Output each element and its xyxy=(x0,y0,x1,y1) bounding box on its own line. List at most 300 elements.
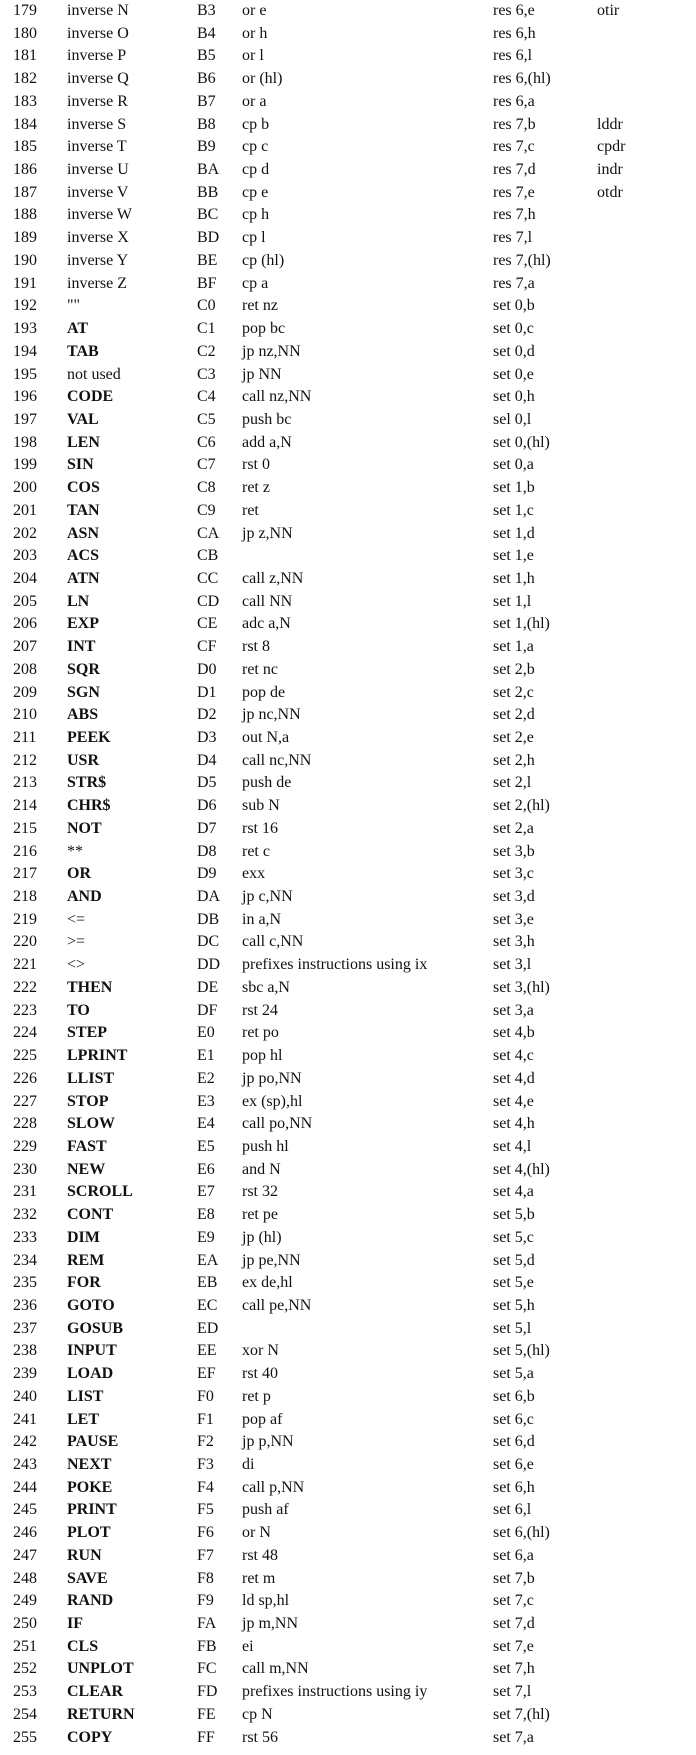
z80-instruction-cell: jp p,NN xyxy=(242,1433,294,1451)
z80-instruction-cell: cp N xyxy=(242,1705,273,1723)
character-cell: SCROLL xyxy=(67,1183,133,1201)
table-row xyxy=(0,795,696,818)
code-cell: 245 xyxy=(13,1501,37,1519)
table-row xyxy=(0,341,696,364)
code-cell: 210 xyxy=(13,706,37,724)
table-row xyxy=(0,1068,696,1091)
hex-cell: CE xyxy=(197,615,218,633)
table-row xyxy=(0,386,696,409)
table-row xyxy=(0,818,696,841)
code-cell: 242 xyxy=(13,1433,37,1451)
code-cell: 252 xyxy=(13,1660,37,1678)
character-cell: inverse W xyxy=(67,206,133,224)
code-cell: 204 xyxy=(13,569,37,587)
z80-instruction-cell: cp l xyxy=(242,229,266,247)
hex-cell: FB xyxy=(197,1637,217,1655)
cb-prefix-instruction-cell: set 6,l xyxy=(493,1501,532,1519)
table-row xyxy=(0,1250,696,1273)
z80-instruction-cell: ret z xyxy=(242,479,270,497)
cb-prefix-instruction-cell: set 2,b xyxy=(493,660,535,678)
z80-instruction-cell: call c,NN xyxy=(242,933,304,951)
z80-instruction-cell: cp d xyxy=(242,161,270,179)
table-row xyxy=(0,659,696,682)
table-row xyxy=(0,1636,696,1659)
z80-instruction-cell: jp z,NN xyxy=(242,524,293,542)
cb-prefix-instruction-cell: set 0,(hl) xyxy=(493,433,550,451)
z80-instruction-cell: push de xyxy=(242,774,292,792)
z80-instruction-cell: cp a xyxy=(242,274,269,292)
hex-cell: F8 xyxy=(197,1569,214,1587)
hex-cell: FF xyxy=(197,1728,215,1746)
cb-prefix-instruction-cell: set 2,c xyxy=(493,683,534,701)
character-cell: LPRINT xyxy=(67,1047,128,1065)
character-cell: ** xyxy=(67,842,83,860)
hex-cell: F5 xyxy=(197,1501,214,1519)
table-row xyxy=(0,1681,696,1704)
cb-prefix-instruction-cell: set 5,a xyxy=(493,1365,534,1383)
cb-prefix-instruction-cell: set 7,h xyxy=(493,1660,535,1678)
cb-prefix-instruction-cell: set 5,(hl) xyxy=(493,1342,550,1360)
hex-cell: F4 xyxy=(197,1478,214,1496)
hex-cell: E2 xyxy=(197,1069,215,1087)
hex-cell: B3 xyxy=(197,2,216,19)
cb-prefix-instruction-cell: set 5,e xyxy=(493,1274,534,1292)
cb-prefix-instruction-cell: set 5,b xyxy=(493,1206,535,1224)
cb-prefix-instruction-cell: set 7,a xyxy=(493,1728,534,1746)
cb-prefix-instruction-cell: res 7,(hl) xyxy=(493,251,551,269)
character-cell: LOAD xyxy=(67,1365,114,1383)
hex-cell: D3 xyxy=(197,729,217,746)
z80-instruction-cell: sub N xyxy=(242,797,280,815)
code-cell: 189 xyxy=(13,229,37,247)
z80-instruction-cell: ex de,hl xyxy=(242,1274,293,1292)
table-row xyxy=(0,1522,696,1545)
cb-prefix-instruction-cell: set 7,(hl) xyxy=(493,1705,550,1723)
character-cell: TO xyxy=(67,1001,90,1019)
character-cell: ASN xyxy=(67,524,100,542)
table-row xyxy=(0,750,696,773)
code-cell: 238 xyxy=(13,1342,37,1360)
character-cell: SGN xyxy=(67,683,100,701)
hex-cell: EE xyxy=(197,1342,217,1360)
hex-cell: C7 xyxy=(197,456,216,474)
table-row xyxy=(0,1431,696,1454)
character-cell: inverse P xyxy=(67,47,127,65)
character-cell: inverse Z xyxy=(67,274,127,292)
character-cell: PAUSE xyxy=(67,1433,119,1451)
table-row xyxy=(0,45,696,68)
code-cell: 220 xyxy=(13,933,37,951)
cb-prefix-instruction-cell: set 2,d xyxy=(493,706,535,724)
z80-instruction-cell: adc a,N xyxy=(242,615,291,633)
table-row xyxy=(0,1022,696,1045)
cb-prefix-instruction-cell: set 1,(hl) xyxy=(493,615,550,633)
z80-instruction-cell: rst 32 xyxy=(242,1183,278,1201)
z80-instruction-cell: cp b xyxy=(242,115,270,133)
character-cell: TAN xyxy=(67,501,100,519)
table-row xyxy=(0,250,696,273)
code-cell: 203 xyxy=(13,547,37,565)
character-cell: COS xyxy=(67,479,100,497)
character-cell: inverse O xyxy=(67,24,129,42)
character-cell: LIST xyxy=(67,1387,104,1405)
z80-instruction-cell: jp (hl) xyxy=(242,1228,282,1246)
character-cell: NOT xyxy=(67,819,102,837)
table-row xyxy=(0,1477,696,1500)
hex-cell: ED xyxy=(197,1319,219,1337)
table-row xyxy=(0,364,696,387)
cb-prefix-instruction-cell: sel 0,l xyxy=(493,410,532,428)
code-cell: 197 xyxy=(13,410,37,428)
hex-cell: E7 xyxy=(197,1183,215,1201)
hex-cell: DE xyxy=(197,978,219,996)
cb-prefix-instruction-cell: set 3,c xyxy=(493,865,534,883)
code-cell: 254 xyxy=(13,1705,37,1723)
table-row xyxy=(0,591,696,614)
hex-cell: E3 xyxy=(197,1092,215,1110)
hex-cell: C8 xyxy=(197,479,216,497)
character-cell: AT xyxy=(67,320,89,338)
table-row xyxy=(0,841,696,864)
hex-cell: BF xyxy=(197,274,217,292)
z80-instruction-cell: rst 8 xyxy=(242,638,270,656)
cb-prefix-instruction-cell: set 1,a xyxy=(493,638,534,656)
table-row xyxy=(0,1000,696,1023)
table-row xyxy=(0,1386,696,1409)
code-cell: 239 xyxy=(13,1365,37,1383)
character-cell: INPUT xyxy=(67,1342,117,1360)
character-cell: FOR xyxy=(67,1274,101,1292)
hex-cell: EC xyxy=(197,1296,218,1314)
cb-prefix-instruction-cell: set 2,e xyxy=(493,729,534,746)
ed-prefix-instruction-cell: cpdr xyxy=(597,138,626,156)
character-cell: <= xyxy=(67,910,86,928)
z80-instruction-cell: rst 0 xyxy=(242,456,270,474)
hex-cell: B9 xyxy=(197,138,216,156)
hex-cell: B4 xyxy=(197,24,216,42)
character-cell: STEP xyxy=(67,1024,108,1042)
hex-cell: C9 xyxy=(197,501,216,519)
table-row xyxy=(0,1727,696,1750)
hex-cell: D2 xyxy=(197,706,217,724)
character-cell: FAST xyxy=(67,1137,107,1155)
hex-cell: C6 xyxy=(197,433,216,451)
z80-instruction-cell: prefixes instructions using ix xyxy=(242,956,428,974)
code-cell: 217 xyxy=(13,865,37,883)
character-cell: inverse U xyxy=(67,161,129,179)
cb-prefix-instruction-cell: res 6,e xyxy=(493,2,535,19)
table-row xyxy=(0,1272,696,1295)
table-row xyxy=(0,863,696,886)
table-row xyxy=(0,568,696,591)
z80-instruction-cell: call z,NN xyxy=(242,569,304,587)
character-cell: CLEAR xyxy=(67,1683,124,1701)
table-row xyxy=(0,682,696,705)
table-row xyxy=(0,1658,696,1681)
hex-cell: C3 xyxy=(197,365,216,383)
character-cell: SIN xyxy=(67,456,94,474)
character-cell: NEXT xyxy=(67,1456,112,1473)
table-row xyxy=(0,1318,696,1341)
table-row xyxy=(0,295,696,318)
code-cell: 230 xyxy=(13,1160,37,1178)
character-cell: PEEK xyxy=(67,729,111,746)
hex-cell: F0 xyxy=(197,1387,214,1405)
code-cell: 194 xyxy=(13,342,37,360)
code-cell: 240 xyxy=(13,1387,37,1405)
character-cell: inverse T xyxy=(67,138,127,156)
character-cell: REM xyxy=(67,1251,105,1269)
hex-cell: CA xyxy=(197,524,220,542)
table-row xyxy=(0,1568,696,1591)
hex-cell: E4 xyxy=(197,1115,215,1133)
z80-instruction-cell: ex (sp),hl xyxy=(242,1092,303,1110)
z80-instruction-cell: ret nz xyxy=(242,297,278,315)
code-cell: 209 xyxy=(13,683,37,701)
hex-cell: DA xyxy=(197,888,221,906)
table-row xyxy=(0,1181,696,1204)
z80-instruction-cell: ret pe xyxy=(242,1206,278,1224)
character-cell: RAND xyxy=(67,1592,114,1610)
code-cell: 219 xyxy=(13,910,37,928)
cb-prefix-instruction-cell: res 7,b xyxy=(493,115,536,133)
z80-instruction-cell: ld sp,hl xyxy=(242,1592,290,1610)
cb-prefix-instruction-cell: res 6,(hl) xyxy=(493,70,551,88)
code-cell: 237 xyxy=(13,1319,37,1337)
code-cell: 224 xyxy=(13,1024,37,1042)
hex-cell: E8 xyxy=(197,1206,215,1224)
code-cell: 179 xyxy=(13,2,37,19)
code-cell: 214 xyxy=(13,797,37,815)
z80-instruction-cell: out N,a xyxy=(242,729,290,746)
cb-prefix-instruction-cell: set 3,a xyxy=(493,1001,534,1019)
hex-cell: F6 xyxy=(197,1524,214,1542)
table-row xyxy=(0,1227,696,1250)
character-cell: CHR$ xyxy=(67,797,111,815)
table-row xyxy=(0,886,696,909)
table-row xyxy=(0,954,696,977)
table-row xyxy=(0,1113,696,1136)
z80-instruction-cell: prefixes instructions using iy xyxy=(242,1683,428,1701)
code-cell: 251 xyxy=(13,1637,37,1655)
code-cell: 199 xyxy=(13,456,37,474)
character-cell: ABS xyxy=(67,706,99,724)
table-row xyxy=(0,977,696,1000)
character-cell: STOP xyxy=(67,1092,109,1110)
z80-instruction-cell: cp e xyxy=(242,183,269,201)
hex-cell: F9 xyxy=(197,1592,214,1610)
character-cell: SAVE xyxy=(67,1569,108,1587)
table-row xyxy=(0,704,696,727)
cb-prefix-instruction-cell: set 2,a xyxy=(493,819,534,837)
character-cell: VAL xyxy=(67,410,99,428)
table-row xyxy=(0,159,696,182)
code-cell: 185 xyxy=(13,138,37,156)
cb-prefix-instruction-cell: set 6,h xyxy=(493,1478,535,1496)
cb-prefix-instruction-cell: set 6,a xyxy=(493,1546,534,1564)
code-cell: 190 xyxy=(13,251,37,269)
code-cell: 198 xyxy=(13,433,37,451)
table-row xyxy=(0,204,696,227)
hex-cell: DC xyxy=(197,933,220,951)
hex-cell: EA xyxy=(197,1251,219,1269)
character-cell: LLIST xyxy=(67,1069,115,1087)
z80-instruction-cell: ret po xyxy=(242,1024,279,1042)
hex-cell: CF xyxy=(197,638,217,656)
table-row xyxy=(0,432,696,455)
cb-prefix-instruction-cell: set 4,(hl) xyxy=(493,1160,550,1178)
z80-instruction-cell: ret c xyxy=(242,842,270,860)
cb-prefix-instruction-cell: set 6,d xyxy=(493,1433,535,1451)
table-row xyxy=(0,1409,696,1432)
character-cell: LET xyxy=(67,1410,100,1428)
hex-cell: D6 xyxy=(197,797,217,815)
cb-prefix-instruction-cell: res 7,c xyxy=(493,138,535,156)
cb-prefix-instruction-cell: res 7,d xyxy=(493,161,536,179)
code-cell: 229 xyxy=(13,1137,37,1155)
z80-instruction-cell: ei xyxy=(242,1637,254,1655)
character-cell: TAB xyxy=(67,342,99,360)
table-row xyxy=(0,1204,696,1227)
cb-prefix-instruction-cell: set 4,b xyxy=(493,1024,535,1042)
code-cell: 235 xyxy=(13,1274,37,1292)
z80-instruction-cell: call NN xyxy=(242,592,293,610)
cb-prefix-instruction-cell: set 1,d xyxy=(493,524,535,542)
cb-prefix-instruction-cell: set 0,e xyxy=(493,365,534,383)
hex-cell: E5 xyxy=(197,1137,215,1155)
hex-cell: D7 xyxy=(197,819,217,837)
hex-cell: D5 xyxy=(197,774,217,792)
cb-prefix-instruction-cell: res 6,a xyxy=(493,92,535,110)
table-row xyxy=(0,477,696,500)
character-cell: THEN xyxy=(67,978,113,996)
code-cell: 181 xyxy=(13,47,37,65)
table-row xyxy=(0,182,696,205)
code-cell: 244 xyxy=(13,1478,37,1496)
cb-prefix-instruction-cell: set 3,d xyxy=(493,888,535,906)
z80-instruction-cell: pop hl xyxy=(242,1047,283,1065)
z80-instruction-cell: jp po,NN xyxy=(242,1069,302,1087)
character-cell: "" xyxy=(67,297,81,315)
ed-prefix-instruction-cell: indr xyxy=(597,161,623,179)
table-row xyxy=(0,1363,696,1386)
z80-instruction-cell: jp NN xyxy=(242,365,282,383)
character-cell: ACS xyxy=(67,547,100,565)
cb-prefix-instruction-cell: set 0,a xyxy=(493,456,534,474)
cb-prefix-instruction-cell: set 2,(hl) xyxy=(493,797,550,815)
hex-cell: C2 xyxy=(197,342,216,360)
cb-prefix-instruction-cell: set 5,l xyxy=(493,1319,532,1337)
table-row xyxy=(0,227,696,250)
z80-instruction-cell: push hl xyxy=(242,1137,289,1155)
z80-instruction-cell: call p,NN xyxy=(242,1478,305,1496)
z80-instruction-cell: ret xyxy=(242,501,259,519)
z80-instruction-cell: call pe,NN xyxy=(242,1296,312,1314)
table-row xyxy=(0,1340,696,1363)
code-cell: 211 xyxy=(13,729,37,746)
code-cell: 202 xyxy=(13,524,37,542)
character-cell: CLS xyxy=(67,1637,99,1655)
table-row xyxy=(0,1704,696,1727)
cb-prefix-instruction-cell: set 2,l xyxy=(493,774,532,792)
hex-cell: B6 xyxy=(197,70,216,88)
cb-prefix-instruction-cell: set 3,l xyxy=(493,956,532,974)
character-cell: not used xyxy=(67,365,121,383)
z80-instruction-cell: pop de xyxy=(242,683,286,701)
cb-prefix-instruction-cell: res 7,e xyxy=(493,183,535,201)
hex-cell: F7 xyxy=(197,1546,214,1564)
cb-prefix-instruction-cell: set 4,e xyxy=(493,1092,534,1110)
cb-prefix-instruction-cell: res 7,a xyxy=(493,274,535,292)
z80-instruction-cell: jp c,NN xyxy=(242,888,293,906)
code-cell: 216 xyxy=(13,842,37,860)
cb-prefix-instruction-cell: set 3,h xyxy=(493,933,535,951)
z80-instruction-cell: rst 40 xyxy=(242,1365,278,1383)
table-row xyxy=(0,1091,696,1114)
z80-instruction-cell: call nc,NN xyxy=(242,751,312,769)
code-cell: 196 xyxy=(13,388,37,406)
z80-instruction-cell: rst 16 xyxy=(242,819,278,837)
z80-instruction-cell: or l xyxy=(242,47,264,65)
code-cell: 241 xyxy=(13,1410,37,1428)
hex-cell: C5 xyxy=(197,410,216,428)
z80-instruction-cell: cp (hl) xyxy=(242,251,285,269)
cb-prefix-instruction-cell: set 2,h xyxy=(493,751,535,769)
character-cell: RETURN xyxy=(67,1705,135,1723)
character-cell: COPY xyxy=(67,1728,113,1746)
z80-instruction-cell: jp pe,NN xyxy=(242,1251,301,1269)
z80-instruction-cell: in a,N xyxy=(242,910,282,928)
table-row xyxy=(0,1454,696,1477)
hex-cell: DF xyxy=(197,1001,218,1019)
table-row xyxy=(0,523,696,546)
hex-cell: B5 xyxy=(197,47,216,65)
cb-prefix-instruction-cell: set 7,l xyxy=(493,1683,532,1701)
character-cell: CODE xyxy=(67,388,114,406)
character-cell: INT xyxy=(67,638,96,656)
cb-prefix-instruction-cell: set 6,(hl) xyxy=(493,1524,550,1542)
z80-instruction-cell: cp c xyxy=(242,138,269,156)
hex-cell: E6 xyxy=(197,1160,215,1178)
hex-cell: BD xyxy=(197,229,220,247)
z80-instruction-cell: sbc a,N xyxy=(242,978,290,996)
character-cell: NEW xyxy=(67,1160,106,1178)
character-cell: EXP xyxy=(67,615,99,633)
hex-cell: EF xyxy=(197,1365,216,1383)
cb-prefix-instruction-cell: set 0,b xyxy=(493,297,535,315)
table-row xyxy=(0,454,696,477)
code-cell: 249 xyxy=(13,1592,37,1610)
code-cell: 247 xyxy=(13,1546,37,1564)
code-cell: 188 xyxy=(13,206,37,224)
z80-instruction-cell: push af xyxy=(242,1501,289,1519)
cb-prefix-instruction-cell: set 4,d xyxy=(493,1069,535,1087)
hex-cell: D0 xyxy=(197,660,217,678)
table-row xyxy=(0,1545,696,1568)
code-cell: 213 xyxy=(13,774,37,792)
code-cell: 183 xyxy=(13,92,37,110)
code-cell: 212 xyxy=(13,751,37,769)
character-cell: inverse R xyxy=(67,92,128,110)
hex-cell: F2 xyxy=(197,1433,214,1451)
z80-instruction-cell: pop af xyxy=(242,1410,283,1428)
z80-instruction-cell: or N xyxy=(242,1524,271,1542)
hex-cell: F1 xyxy=(197,1410,214,1428)
hex-cell: CC xyxy=(197,569,219,587)
character-cell: inverse S xyxy=(67,115,127,133)
code-cell: 223 xyxy=(13,1001,37,1019)
character-cell: IF xyxy=(67,1615,83,1633)
